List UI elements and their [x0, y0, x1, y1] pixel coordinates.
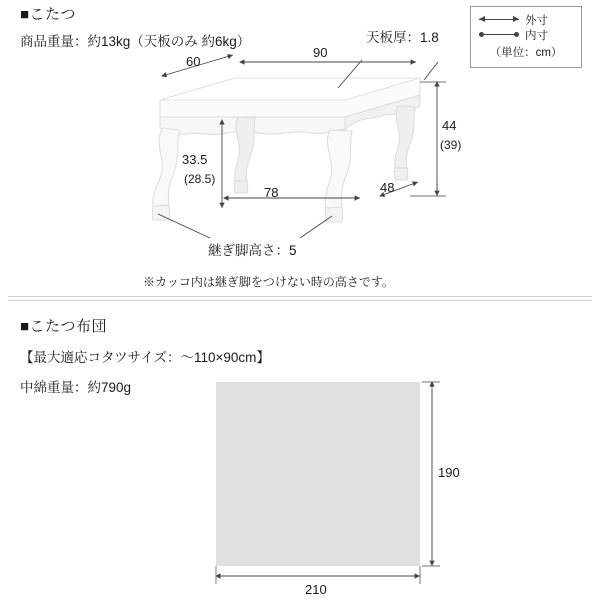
- dim-depth-60: 60: [186, 54, 201, 69]
- leg-extender-label: 継ぎ脚高さ：5: [208, 243, 297, 258]
- kotatsu-table-illustration: [152, 78, 420, 222]
- dim-height-44: 44: [442, 118, 457, 133]
- section-title-futon: ■こたつ布団: [20, 318, 108, 335]
- futon-fill-weight-text: 中綿重量：約790g: [20, 380, 132, 395]
- divider-top: [8, 296, 592, 297]
- dim-inner-depth-48: 48: [380, 180, 395, 195]
- futon-max-size-text: 【最大適応コタツサイズ：～110×90cm】: [20, 350, 270, 365]
- legend-row-outer: [479, 12, 573, 27]
- legend-label-outer: 外寸: [525, 14, 548, 27]
- dim-futon-190: 190: [438, 465, 460, 480]
- dim-width-90: 90: [313, 45, 328, 60]
- double-arrow-icon: [479, 15, 519, 25]
- legend-label-inner: 内寸: [525, 29, 548, 42]
- legend-box: [470, 6, 582, 68]
- legend-unit-note: （単位：cm）: [489, 47, 563, 59]
- top-thickness-label: 天板厚：1.8: [366, 30, 439, 45]
- kotatsu-weight-text: 商品重量：約13kg（天板のみ 約6kg）: [20, 34, 251, 49]
- kotatsu-note: ※カッコ内は継ぎ脚をつけない時の高さです。: [143, 275, 394, 289]
- dim-futon-210: 210: [305, 582, 327, 597]
- double-dot-icon: [479, 30, 519, 40]
- divider-bottom: [8, 300, 592, 301]
- dim-inner-width-78: 78: [264, 185, 279, 200]
- section-title-kotatsu: ■こたつ: [20, 6, 77, 23]
- futon-illustration: [216, 382, 420, 566]
- dim-height-44-alt: (39): [440, 138, 462, 152]
- dim-height-33-5: 33.5: [182, 152, 208, 167]
- legend-row-inner: [479, 27, 573, 42]
- dim-height-33-5-alt: (28.5): [184, 172, 216, 186]
